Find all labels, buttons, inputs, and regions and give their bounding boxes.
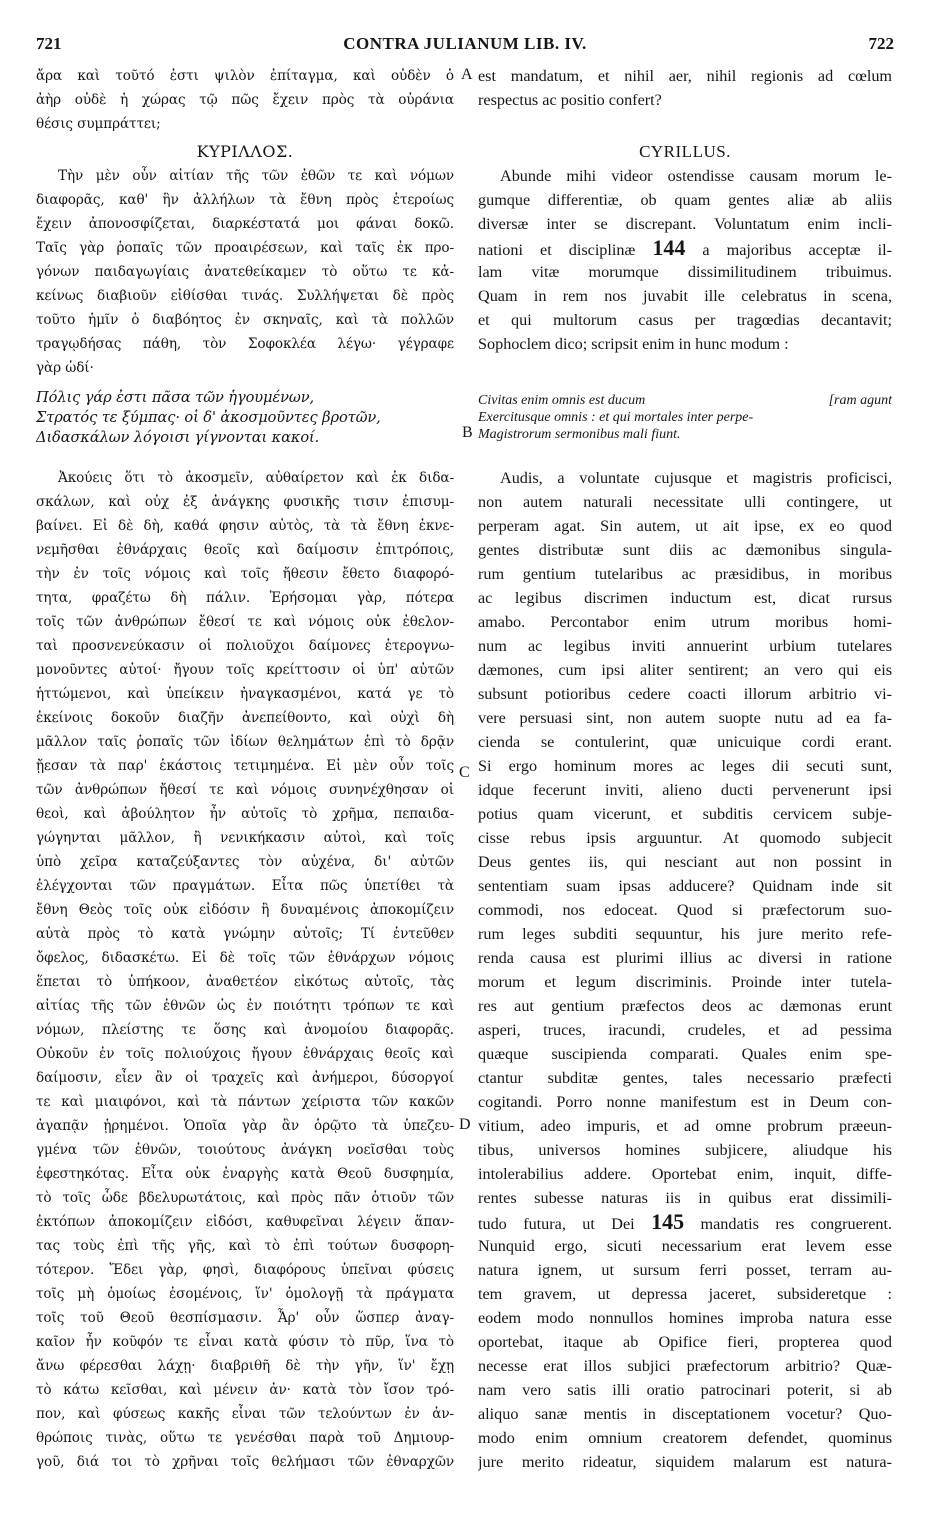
greek-text-line: θρώποις τινὰς, οὕτω τε γενέσθαι παρὰ τοῦ Δημιουρ- [36,1430,454,1446]
greek-quote-line: Στρατός τε ξύμπας· οἱ δ' ἀκοσμοῦντες βροτῶν, [36,409,381,426]
greek-text-line: σκάλων, καὶ οὐχ ἐξ ἀνάγκης φυσικῆς τισιν ἐπισυμ- [36,494,454,510]
latin-text-line: gentes distributæ sunt diis ac dæmonibus singula- [478,541,892,559]
greek-text-line: ᾔεσαν τὰ παρ' ἑκάστοις τετιμημένα. Εἰ μὲν οὖν τοῖς [36,758,454,774]
greek-text-line: ἐλέγχονται τῶν πραγμάτων. Εἶτα πῶς ὑπετίθει τὰ [36,878,454,894]
running-header [36,34,894,60]
greek-text-line: δαίμοσιν, εἶεν ἂν οἱ τραχεῖς καὶ ἀνήμεροι, δύσοργοί [36,1070,454,1086]
latin-text-line: Nunquid ergo, sicuti necessarium erat levem esse [478,1237,892,1255]
latin-quote-line: Civitas enim omnis est ducum [478,393,646,408]
greek-text-line: τὴν ἐν τοῖς νόμοις καὶ τοῖς ἤθεσιν ἔθετο διαφορό- [36,566,454,582]
latin-text-line: rentes subesse naturas iis in quibus erat dissimili- [478,1189,892,1207]
greek-text-line: ὄφελος, διδασκέτω. Εἰ δὲ τοῖς τῶν ἐθνάρχων νόμοις [36,950,454,966]
latin-text-line: Audis, a voluntate cujusque et magistris proficisci, [500,469,892,487]
greek-text-line: τῶν ἀνθρώπων ἤθεσί τε καὶ νόμοις συνηνέχθησαν οἱ [36,782,454,798]
greek-text-line: ταὶ προσνενεύκασιν οἱ πολιοῦχοι δαίμονες ἑτερογνω- [36,638,454,654]
greek-text-line: βαίνει. Εἰ δὲ δὴ, καθά φησιν αὐτὸς, τὰ τὰ ἔθνη ἐκνε- [36,518,454,534]
greek-text-line: αἰτίας τῆς τῶν ἐθνῶν ὡς ἐν ποιότητι τρόπων τε καὶ [36,998,454,1014]
latin-text-line: et qui multorum casus per tragœdias decantavit; [478,311,892,329]
latin-text-line [478,236,892,260]
margin-marker-b: B [462,424,473,441]
greek-quote-line: Διδασκάλων λόγοισι γίγνονται κακοί. [36,429,320,446]
latin-text-line [478,1210,892,1234]
latin-quote-bracket: [ram agunt [828,393,892,408]
latin-text-line: non autem naturali necessitate ulli contingere, ut [478,493,892,511]
latin-text-line: tibus, universos homines subjicere, aliudque his [478,1141,892,1159]
greek-intro [36,64,454,136]
latin-text-line: Sophoclem dico; scripsit enim in hunc modum : [478,335,789,353]
latin-line-part: nationi et disciplinæ [478,241,636,259]
latin-text-line: commodi, nos edoceat. Quod si præfectorum suo- [478,901,892,919]
greek-text-line: θεοὶ, καὶ ἀβούλητον ἦν αὐτοῖς τὸ χρῆμα, πεπαιδα- [36,806,454,822]
greek-paragraph-1 [36,164,454,380]
greek-text-line: ἀγαπᾷν ᾑρημένοι. Ὁποῖα γὰρ ἂν ὁρῷτο τὰ ὑπεζευ- [36,1118,454,1134]
latin-text-line: eodem modo nonnullos homines improba natura esse [478,1309,892,1327]
latin-line-part: a majoribus acceptæ il- [702,241,892,259]
latin-text-line: Si ergo hominum mores ac leges dii secuti sunt, [478,757,892,775]
latin-text-line: nam vero satis illi oratio patrocinari poterit, si ab [478,1381,892,1399]
greek-text-line: τὸ τοῖς ὧδε βδελυρωτάτοις, καὶ πρὸς πᾶν ὁτιοῦν τῶν [36,1190,454,1206]
latin-text-line: amabo. Percontabor enim utrum moribus homi- [478,613,892,631]
greek-text-line: γὰρ ὡδί· [36,360,94,376]
latin-text-line: diversæ inter se discrepant. Voluntatum enim incli- [478,215,892,233]
latin-text-line: sententiam suam ipsas adducere? Quidnam inde sit [478,877,892,895]
latin-text-line: asperi, truces, iracundi, crudeles, et ad pessima [478,1021,892,1039]
greek-text-line: τε καὶ μιαιφόνοι, καὶ τὰ πάντων χείριστα τῶν κακῶν [36,1094,454,1110]
greek-text-line: τραγῳδήσας πάθη, τὸν Σοφοκλέα λέγω· γέγραφε [36,336,454,352]
greek-text-line: τοῖς τοῦ Θεοῦ θεσπίσμασιν. Ἆρ' οὖν ὥσπερ ἀναγ- [36,1310,454,1326]
greek-text-line: διαφορᾶς, καθ' ἣν ἀλλήλων τὰ ἔθνη πρὸς ἑτεροίως [36,192,454,208]
greek-text-line: νόμων, πλείστης τε ὅσης καὶ ἀνομοίου διαφορᾶς. [36,1022,454,1038]
greek-text-line: Ἀκούεις ὅτι τὸ ἀκοσμεῖν, αὐθαίρετον καὶ ἐκ διδα- [58,470,454,486]
greek-text-line: τητα, φραζέτω δὴ πάλιν. Ἐρήσομαι γὰρ, πότερα [36,590,454,606]
latin-text-line: vere persuasi sint, non autem suopte nutu ad ea fa- [478,709,892,727]
margin-marker-c: C [459,764,470,781]
greek-text-line: ἀὴρ οὐδὲ ἡ χώρας τῷ πῶς ἔχειν πρὸς τὰ οὐράνια [36,92,454,108]
section-number-145: 145 [651,1210,685,1234]
greek-paragraph-2 [36,466,454,1474]
greek-text-line: γόνων παιδαγωγίαις ἀνατεθείκαμεν τὸ οὕτω τε κἀ- [36,264,454,280]
latin-text-line: res aut gentium præfectos deos ac dæmonas erunt [478,997,892,1015]
greek-text-line: ἐκείνοις δοκοῦν διαζῆν ἀνεπείθοντο, καὶ οὐχὶ δὴ [36,710,454,726]
running-title: CONTRA JULIANUM LIB. IV. [343,34,587,53]
latin-text-line: ac legibus discrimen inductum est, dicat rursus [478,589,892,607]
latin-text-line: rum gentium tutelaribus ac præsidibus, in moribus [478,565,892,583]
greek-text-line: ὑπὸ χεῖρα καταζεύξαντες τὸν αὐχένα, δι' αὐτῶν [36,854,454,870]
latin-text-line: renda causa est plurimi illius ac diversi in ratione [478,949,892,967]
latin-text-line: necesse erat illos subjici præfectorum arbitrio? Quæ- [478,1357,892,1375]
latin-text-line: cogitandi. Porro nonne manifestum est in Deum con- [478,1093,892,1111]
margin-marker-a: A [461,66,473,83]
latin-heading: CYRILLUS. [639,142,731,161]
latin-text-line: num ac legibus inviti annuerint urbium tutelares [478,637,892,655]
latin-text-line: Deus gentes iis, qui nesciant aut non possint in [478,853,892,871]
greek-text-line: πον, καὶ φύσεως κακῆς εἶναι τῶν τελούντων ἐν ἀν- [36,1406,454,1422]
greek-text-line: γώγηνται μᾶλλον, ἢ νενικήκασιν αὐτοὶ, καὶ τοῖς [36,830,454,846]
latin-line-part: mandatis res congruerent. [700,1215,892,1233]
latin-text-line: dæmones, cum ipsi aliter sentirent; an vero qui eis [478,661,892,679]
latin-text-line: morum et legum discriminis. Proinde inter tutela- [478,973,892,991]
latin-quote [478,392,892,443]
latin-text-line: potius quam vicerunt, et subditis cervicem subje- [478,805,892,823]
greek-text-line: ἐφεστηκότας. Εἶτα οὐκ ἐναργὴς κατὰ Θεοῦ δυσφημία, [36,1166,454,1182]
greek-text-line: γμένα τῶν ἐθνῶν, τοιούτους ἀνάγκη νοεῖσθαι τοὺς [36,1142,454,1158]
greek-text-line: Τὴν μὲν οὖν αἰτίαν τῆς τῶν ἐθῶν τε καὶ νόμων [58,168,454,184]
greek-text-line: τότερον. Ἔδει γὰρ, φησὶ, διαφόρους ὑπεῖναι φύσεις [36,1262,454,1278]
latin-text-line: est mandatum, et nihil aer, nihil regionis ad cœlum [478,67,892,85]
greek-text-line: ἄνω φέρεσθαι λάχῃ· διαβριθῆ δὲ τὴν γῆν, ἵν' ἔχῃ [36,1358,454,1374]
greek-text-line: τοῖς μὴ ὁμοίως ἐσομένοις, ἵν' ὁμολογῇ τὰ πράγματα [36,1286,454,1302]
latin-text-line: vitium, adeo impuris, et ad omne probrum præeun- [478,1117,892,1135]
greek-text-line: τὸ κάτω κεῖσθαι, καὶ μένειν ἀν· κατὰ τὸν ἴσον τρό- [36,1382,454,1398]
latin-text-line: perperam agat. Sin autem, ut ait ipse, ex eo quod [478,517,892,535]
latin-text-line: oportebat, itaque ab Opifice fieri, propterea quod [478,1333,892,1351]
greek-quote [36,388,454,448]
greek-text-line: τας τοὺς ἐπὶ τῆς γῆς, καὶ τὸ ἐπὶ τούτων δυσφορη- [36,1238,454,1254]
greek-text-line: ἔχειν ἀπονοσφίζεται, διαρκέστατά μοι φάναι δοκῶ. [36,216,454,232]
greek-text-line: μᾶλλον ταῖς ῥοπαῖς τῶν ἰδίων θελημάτων ἐπὶ τὸ δρᾷν [36,734,454,750]
margin-marker-d: D [459,1116,471,1133]
greek-text-line: μονοῦντες αὐτοί· ἤγουν τοῖς κρείττοσιν οἱ ὑπ' αὐτῶν [36,662,454,678]
latin-text-line: tem gravem, ut depressa jaceret, subsideretque : [478,1285,892,1303]
greek-heading: ΚΥΡΙΛΛΟΣ. [196,142,294,161]
latin-text-line: lam vitæ morumque dissimilitudinem tribuimus. [478,263,892,281]
latin-text-line: modo enim omnium creatorem defendet, quominus [478,1429,892,1447]
latin-text-line: idque fecerunt inviti, alieno ducti pervenerunt ipsi [478,781,892,799]
greek-text-line: αὐτὰ πρὸς τὸ κατὰ γνώμην αὐτοῖς; Τί ἐντεῦθεν [36,926,454,942]
greek-text-line: τοῖς τῶν ἀνθρώπων ἔθεσί τε καὶ νόμοις οὐκ ἐθελον- [36,614,454,630]
latin-text-line: quæque suscipienda comparati. Quales enim spe- [478,1045,892,1063]
latin-text-line: respectus ac positio confert? [478,91,662,109]
page-number-left: 721 [36,34,62,53]
greek-quote-line: Πόλις γάρ ἐστι πᾶσα τῶν ἡγουμένων, [36,389,315,406]
latin-paragraph-1 [478,164,892,356]
greek-text-line: Ταῖς γὰρ ῥοπαῖς τῶν προαιρέσεων, καὶ ταῖς ἐκ προ- [36,240,454,256]
latin-text-line: cisse rebus ipsis arguuntur. At quomodo subjecit [478,829,892,847]
latin-intro [478,64,892,112]
greek-text-line: τοῦτο ἡμῖν ὁ διαβόητος ἐν σκηναῖς, καὶ τὰ πολλῶν [36,312,454,328]
latin-text-line: aliquo sanæ mentis in disceptationem vocetur? Quo- [478,1405,892,1423]
greek-text-line: ἄρα καὶ τοῦτό ἐστι ψιλὸν ἐπίταγμα, καὶ οὐδὲν ὁ [36,68,454,84]
latin-text-line: ctantur subditæ gentes, tales necessario præfecti [478,1069,892,1087]
page-number-right: 722 [868,34,894,53]
latin-text-line: Quam in rem nos juvabit ille celebratus in scena, [478,287,892,305]
greek-text-line: νεμῆσθαι ἐθνάρχαις θεοῖς καὶ δαίμοσιν ἐπιτρόποις, [36,542,454,558]
latin-text-line: rum leges subditi sequuntur, his jure merito refe- [478,925,892,943]
latin-text-line: jure merito rideatur, siquidem malarum est natura- [478,1453,892,1471]
latin-text-line: gumque differentiæ, ob quam gentes aliæ ab aliis [478,191,892,209]
latin-quote-line: Magistrorum sermonibus mali fiunt. [478,427,681,442]
greek-heading-block [36,140,454,164]
latin-text-line: subsunt potioribus cedere coacti illorum arbitrio vi- [478,685,892,703]
latin-text-line: Abunde mihi videor ostendisse causam morum le- [500,167,892,185]
greek-text-line: ἕπεται τὸ ὑπήκοον, ἀναθετέον εἰκότως αὐτοῖς, τὰς [36,974,454,990]
greek-text-line: κείνως διαβιοῦν εἰθίσθαι τινάς. Συλλήψεται δὲ πρὸς [36,288,454,304]
latin-quote-line: Exercitusque omnis : et qui mortales inter perpe- [478,410,754,425]
greek-text-line: ἔθνη Θεὸς τοῖς οὐκ εἰδόσιν ἢ δυναμένοις ἀποκομίζειν [36,902,454,918]
greek-text-line: γοῦ, διά τοι τὸ χρῆναι τοῖς θελήμασι τῶν ἐθναρχῶν [36,1454,454,1470]
greek-text-line: ἐκτόπων ἀποκομίζειν εἰδόσι, καθυφεῖναι λέγειν ἅπαν- [36,1214,454,1230]
greek-text-line: Οὐκοῦν ἐν τοῖς πολιούχοις ἤγουν ἐθνάρχαις θεοῖς καὶ [36,1046,454,1062]
latin-heading-block [478,140,892,164]
greek-text-line: καῖον ἦν κοῦφόν τε εἶναι κατὰ φύσιν τὸ πῦρ, ἵνα τὸ [36,1334,454,1350]
section-number-144: 144 [652,236,686,260]
greek-text-line: θέσις συμπράττει; [36,116,161,132]
latin-line-part: tudo futura, ut Dei [478,1215,635,1233]
latin-text-line: cienda se contulerint, quæ unicuique cordi erant. [478,733,892,751]
latin-paragraph-2 [478,466,892,1474]
latin-text-line: intolerabilius addere. Oportebat enim, inquit, diffe- [478,1165,892,1183]
greek-text-line: ἡττώμενοι, καὶ ὑπείκειν ἠναγκασμένοι, κατά γε τὸ [36,686,454,702]
latin-text-line: natura ignem, ut sursum ferri posset, terram au- [478,1261,892,1279]
